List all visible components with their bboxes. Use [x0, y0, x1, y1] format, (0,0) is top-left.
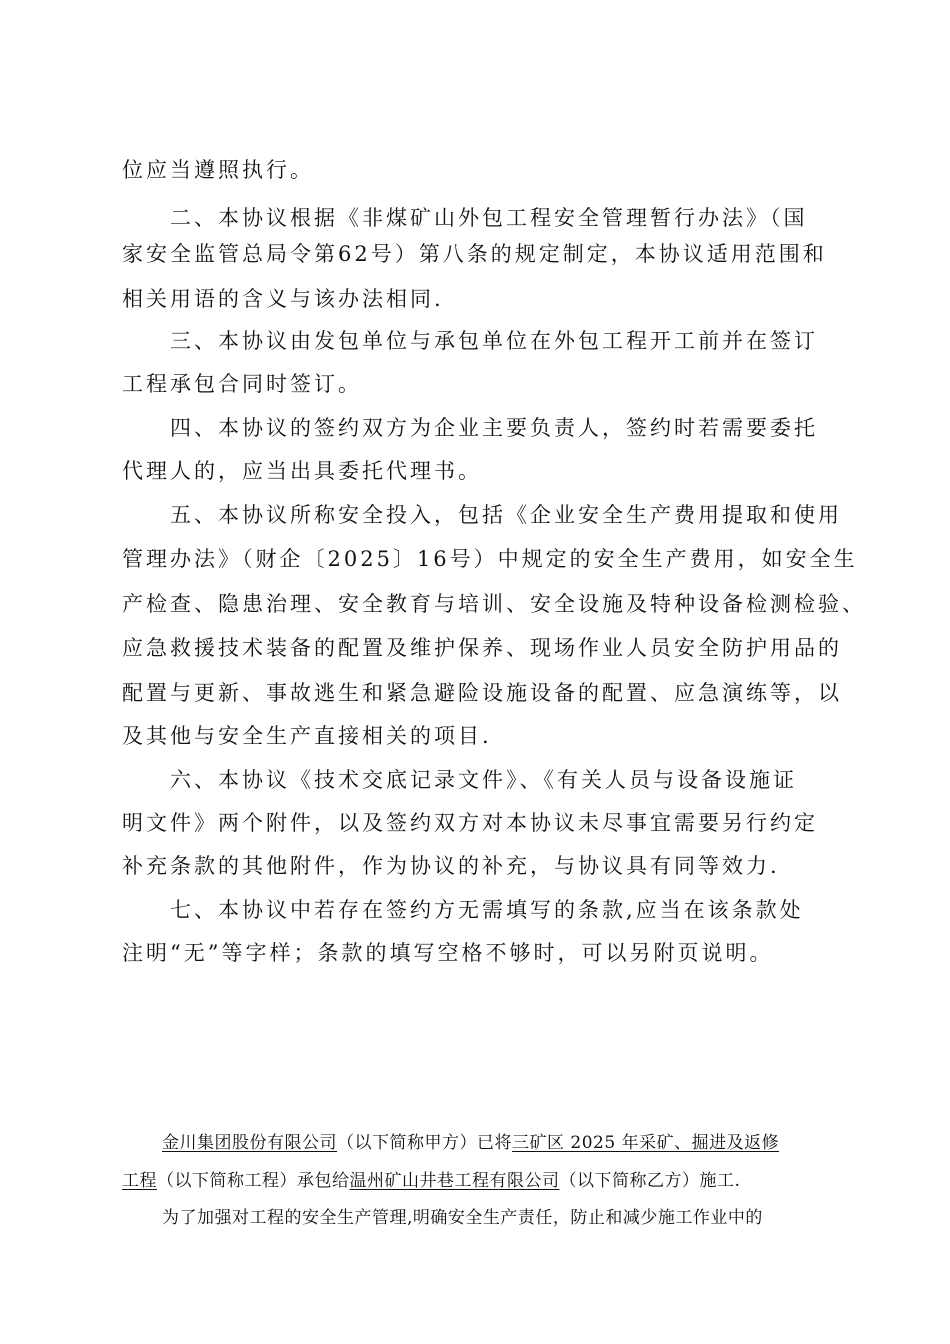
project-name-part-2: 工程	[122, 1171, 157, 1191]
clause-5-line-1: 五、本协议所称安全投入，包括《企业安全生产费用提取和使用	[170, 503, 842, 527]
clause-7-line-2: 注明“无”等字样；条款的填写空格不够时，可以另附页说明。	[122, 941, 774, 965]
clause-3-line-1: 三、本协议由发包单位与承包单位在外包工程开工前并在签订	[170, 329, 818, 353]
agreement-intro-line-1	[162, 1131, 779, 1155]
clause-3-line-2: 工程承包合同时签订。	[122, 372, 362, 396]
text-line-1: 位应当遵照执行。	[122, 158, 314, 182]
clause-2-line-1: 二、本协议根据《非煤矿山外包工程安全管理暂行办法》（国	[170, 206, 808, 230]
party-b-name: 温州矿山井巷工程有限公司	[349, 1171, 560, 1191]
clause-5-line-5: 配置与更新、事故逃生和紧急避险设施设备的配置、应急演练等，以	[122, 681, 842, 705]
clause-5-line-6: 及其他与安全生产直接相关的项目.	[122, 724, 492, 748]
clause-6-line-2: 明文件》两个附件，以及签约双方对本协议未尽事宜需要另行约定	[122, 811, 818, 835]
agreement-intro-line-2	[122, 1169, 740, 1193]
clause-4-line-1: 四、本协议的签约双方为企业主要负责人，签约时若需要委托	[170, 416, 818, 440]
intro-text-2: （以下简称工程）承包给	[157, 1171, 350, 1191]
agreement-intro-line-3: 为了加强对工程的安全生产管理,明确安全生产责任，防止和减少施工作业中的	[162, 1208, 763, 1228]
clause-2-line-2: 家安全监管总局令第62号）第八条的规定制定，本协议适用范围和	[122, 242, 827, 266]
clause-5-line-3: 产检查、隐患治理、安全教育与培训、安全设施及特种设备检测检验、	[122, 592, 866, 616]
clause-5-line-4: 应急救援技术装备的配置及维护保养、现场作业人员安全防护用品的	[122, 636, 842, 660]
clause-4-line-2: 代理人的，应当出具委托代理书。	[122, 459, 482, 483]
intro-text-3: （以下简称乙方）施工.	[559, 1171, 741, 1191]
clause-5-line-2: 管理办法》（财企〔2025〕16号）中规定的安全生产费用，如安全生	[122, 547, 858, 571]
clause-6-line-3: 补充条款的其他附件，作为协议的补充，与协议具有同等效力.	[122, 854, 780, 878]
project-name-part-1: 三矿区 2025 年采矿、掘进及返修	[512, 1133, 780, 1153]
clause-6-line-1: 六、本协议《技术交底记录文件》、《有关人员与设备设施证	[170, 768, 797, 792]
party-a-name: 金川集团股份有限公司	[162, 1133, 337, 1153]
clause-7-line-1: 七、本协议中若存在签约方无需填写的条款,应当在该条款处	[170, 898, 804, 922]
clause-2-line-3: 相关用语的含义与该办法相同.	[122, 287, 444, 311]
intro-text-1: （以下简称甲方）已将	[337, 1133, 512, 1153]
